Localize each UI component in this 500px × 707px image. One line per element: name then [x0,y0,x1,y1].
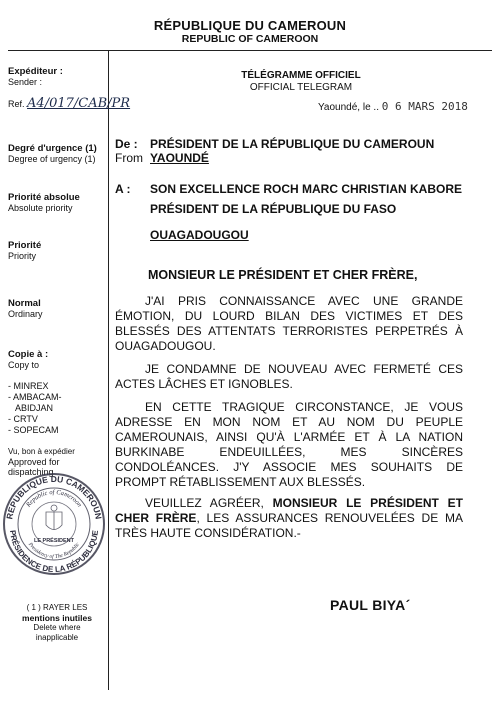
seal-outer-bottom-text: PRÉSIDENCE DE LA RÉPUBLIQUE [8,529,100,575]
copy-block [8,349,106,436]
signature: PAUL BIYA´ [330,597,411,613]
to-city: OUAGADOUGOU [150,228,249,242]
salutation: MONSIEUR LE PRÉSIDENT ET CHER FRÈRE, [148,268,418,282]
republic-title-en: REPUBLIC OF CAMEROON [181,33,319,45]
absolute-priority-block [8,192,106,214]
priority-en: Priority [8,251,37,261]
footnote-line: Delete where [33,623,81,632]
reference-line [8,96,130,111]
urgency-label-fr: Degré d'urgence (1) [8,143,97,154]
seal-center-text: LE PRÉSIDENT [33,538,75,544]
paragraph-text: JE CONDAMNE DE NOUVEAU AVEC FERMETÉ CES ACTES LÂCHES ET IGNOBLES. [115,362,463,391]
header-divider [8,50,492,51]
date-line [318,100,468,113]
normal-block [8,298,106,320]
paragraph-3 [115,400,463,490]
copy-label-en: Copy to [8,360,40,370]
telegram-title-en: OFFICIAL TELEGRAM [249,82,353,93]
paragraph-1 [115,294,463,354]
dispatch-en-2: dispatching [8,467,54,477]
from-city: YAOUNDÉ [150,151,209,165]
paragraph-bold: MONSIEUR LE PRÉSIDENT ET CHER FRÈRE [115,496,463,525]
paragraph-4 [115,496,463,541]
sender-block [8,66,106,88]
from-label-fr: De : [115,137,138,151]
seal-outer-text: REPUBLIQUE DU CAMEROUN [4,473,104,520]
telegram-title-fr: TÉLÉGRAMME OFFICIEL [241,70,361,81]
absolute-priority-fr: Priorité absolue [8,192,80,203]
paragraph-text: EN CETTE TRAGIQUE CIRCONSTANCE, JE VOUS ADRESSE EN MON NOM ET AU NOM DU PEUPLE CAMEROUNAIS, AINSI QU'À L'ARMÉE ET À LA NATION BURKINABE ENDEUILLÉES, MES SINCÈRES CONDOLÉANCES. J'Y ASSOCIE MES SOUHAITS DE PROMPT RÉTABLISSEMENT AUX BLESSÉS. [115,400,463,489]
absolute-priority-en: Absolute priority [8,203,73,213]
presidential-seal [0,470,108,578]
priority-block [8,240,106,262]
copy-recipient: - MINREX [8,381,49,391]
date-stamp: 0 6 MARS 2018 [381,100,468,113]
sender-label-en: Sender : [8,77,43,87]
sender-label-fr: Expéditeur : [8,66,63,77]
footnote-line: ( 1 ) RAYER LES [26,603,88,612]
footnote-block [8,603,106,643]
from-label-en: From [115,151,143,165]
paragraph-text: J'AI PRIS CONNAISSANCE AVEC UNE GRANDE ÉMOTION, DU LOURD BILAN DES VICTIMES ET DES BLESSÉS DES ATTENTATS TERRORISTES PERPETRÉS À OUAGADOUGOU. [115,294,463,353]
coat-of-arms-icon [46,505,62,530]
seal-inner-bottom-text: Presidency of The Republic [26,541,82,561]
place-label: Yaoundé, le .. [318,102,379,113]
dispatch-fr: Vu, bon à expédier [8,447,75,456]
to-label: A : [115,182,131,196]
paragraph-2 [115,362,463,392]
footnote-line: mentions inutiles [22,613,92,623]
republic-title-fr: RÉPUBLIQUE DU CAMEROUN [153,18,347,33]
ref-label: Ref. [8,99,25,109]
copy-recipient: - CRTV [8,414,38,424]
paragraph-text: , LES ASSURANCES RENOUVELÉES DE MA TRÈS HAUTE CONSIDÉRATION.- [115,511,463,540]
to-line-1: SON EXCELLENCE ROCH MARC CHRISTIAN KABORE [150,182,463,196]
normal-en: Ordinary [8,309,43,319]
normal-fr: Normal [8,298,41,309]
footnote-line: inapplicable [35,633,79,642]
urgency-label-en: Degree of urgency (1) [8,154,96,164]
ref-handwritten-value: A4/017/CAB/PR [27,96,131,111]
urgency-block [8,143,106,165]
copy-recipient: ABIDJAN [15,403,54,413]
dispatch-en-1: Approved for [8,457,60,467]
paragraph-text: VEUILLEZ AGRÉER, [145,496,273,510]
from-value: PRÉSIDENT DE LA RÉPUBLIQUE DU CAMEROUN [150,137,435,151]
copy-label-fr: Copie à : [8,349,49,360]
sidebar-divider [108,50,109,690]
copy-recipient: - AMBACAM- [8,392,62,402]
priority-fr: Priorité [8,240,42,251]
copy-recipient: - SOPECAM [8,425,59,435]
seal-inner-text: Republic of Cameroon [25,488,83,509]
to-line-2: PRÉSIDENT DE LA RÉPUBLIQUE DU FASO [150,202,397,216]
